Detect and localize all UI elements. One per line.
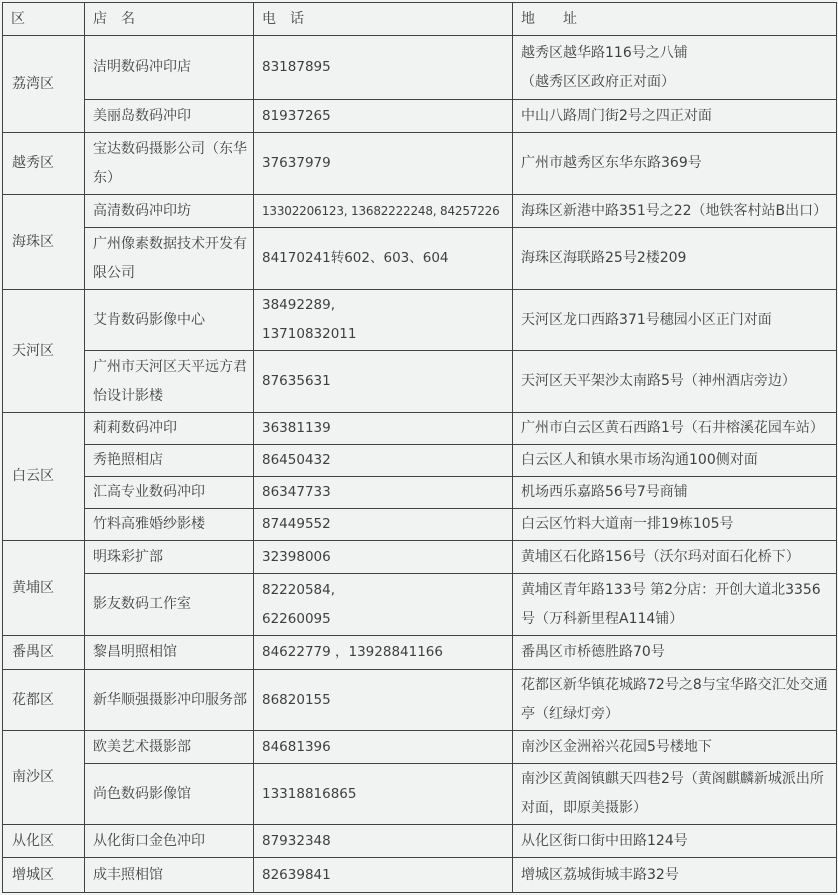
phone-cell xyxy=(254,509,513,541)
phone-cell xyxy=(254,541,513,574)
store-name: 秀艳照相店 xyxy=(93,452,163,468)
phone-cell xyxy=(254,636,513,670)
store-cell xyxy=(85,100,254,133)
table-row xyxy=(3,858,837,893)
phone-number: 82220584, xyxy=(262,581,336,598)
address-cell xyxy=(513,825,837,858)
address-cell xyxy=(513,731,837,764)
address-line: 天河区龙口西路371号穗园小区正门对面 xyxy=(521,311,772,328)
phone-cell xyxy=(254,100,513,133)
district-cell: 南沙区 xyxy=(3,731,85,825)
store-cell xyxy=(85,195,254,228)
store-cell xyxy=(85,670,254,731)
header-phone-cell: 电 话 xyxy=(254,3,513,36)
phone-cell xyxy=(254,228,513,290)
address-line: 白云区竹料大道南一排19栋105号 xyxy=(521,516,734,532)
store-cell xyxy=(85,541,254,574)
store-cell xyxy=(85,36,254,100)
store-name: 竹料高雅婚纱影楼 xyxy=(93,516,205,532)
table-row xyxy=(3,290,837,351)
phone-number: 86450432 xyxy=(262,452,331,468)
store-name: 新华顺强摄影冲印服务部 xyxy=(93,691,247,708)
store-name: 汇高专业数码冲印 xyxy=(93,484,205,500)
store-cell xyxy=(85,574,254,636)
store-name: 宝达数码摄影公司（东华东） xyxy=(93,140,247,186)
address-cell xyxy=(513,100,837,133)
store-name: 洁明数码冲印店 xyxy=(93,59,191,75)
phone-number: 36381139 xyxy=(262,420,331,436)
table-row xyxy=(3,228,837,290)
address-cell xyxy=(513,228,837,290)
phone-number: 87449552 xyxy=(262,516,331,532)
address-cell xyxy=(513,541,837,574)
store-name: 明珠彩扩部 xyxy=(93,548,163,565)
phone-number: 86347733 xyxy=(262,484,331,500)
district-cell: 番禺区 xyxy=(3,636,85,670)
district-cell: 白云区 xyxy=(3,413,85,541)
phone-cell xyxy=(254,825,513,858)
phone-cell xyxy=(254,413,513,445)
store-cell xyxy=(85,858,254,893)
phone-cell xyxy=(254,764,513,825)
table-row xyxy=(3,413,837,445)
table-row xyxy=(3,36,837,100)
address-line: （越秀区区政府正对面） xyxy=(521,73,675,90)
store-name: 尚色数码影像馆 xyxy=(93,785,191,802)
district-cell: 越秀区 xyxy=(3,133,85,195)
address-line: 海珠区新港中路351号之22（地铁客村站B出口） xyxy=(521,202,828,219)
phone-number: 38492289, xyxy=(262,297,336,313)
address-line: 番禺区市桥德胜路70号 xyxy=(521,644,665,660)
phone-cell xyxy=(254,574,513,636)
phone-number: 13710832011 xyxy=(262,326,357,342)
address-line: 花都区新华镇花城路72号之8与宝华路交汇处交通亭（红绿灯旁） xyxy=(521,677,828,722)
phone-number: 87635631 xyxy=(262,373,331,389)
address-line: 南沙区金洲裕兴花园5号楼地下 xyxy=(521,738,712,755)
address-cell xyxy=(513,509,837,541)
store-name: 艾肯数码影像中心 xyxy=(93,311,205,328)
address-cell xyxy=(513,195,837,228)
phone-number: 84622779 ，13928841166 xyxy=(262,644,443,660)
table-row xyxy=(3,541,837,574)
address-cell xyxy=(513,477,837,509)
address-line: 中山八路周门街2号之四正对面 xyxy=(521,107,712,124)
store-cell xyxy=(85,636,254,670)
phone-cell xyxy=(254,195,513,228)
district-cell: 黄埔区 xyxy=(3,541,85,636)
store-cell xyxy=(85,477,254,509)
table-row xyxy=(3,509,837,541)
address-line: 白云区人和镇水果市场沟通100侧对面 xyxy=(521,452,758,468)
store-cell xyxy=(85,731,254,764)
district-cell: 从化区 xyxy=(3,825,85,858)
address-line: 增城区荔城街城丰路32号 xyxy=(521,866,679,883)
district-cell: 花都区 xyxy=(3,670,85,731)
store-directory-table xyxy=(2,2,837,893)
address-line: 黄埔区青年路133号 第2分店：开创大道北3356号（万科新里程A114铺） xyxy=(521,581,821,627)
header-store-cell: 店 名 xyxy=(85,3,254,36)
address-cell xyxy=(513,764,837,825)
address-cell xyxy=(513,36,837,100)
store-cell xyxy=(85,509,254,541)
store-name: 欧美艺术摄影部 xyxy=(93,738,191,755)
phone-cell xyxy=(254,290,513,351)
address-cell xyxy=(513,290,837,351)
address-line: 海珠区海联路25号2楼209 xyxy=(521,250,687,266)
district-cell: 增城区 xyxy=(3,858,85,893)
store-name: 莉莉数码冲印 xyxy=(93,420,177,436)
phone-cell xyxy=(254,670,513,731)
table-row xyxy=(3,636,837,670)
header-district-cell: 区 xyxy=(3,3,85,36)
table-row xyxy=(3,825,837,858)
store-cell xyxy=(85,413,254,445)
store-name: 美丽岛数码冲印 xyxy=(93,107,191,124)
phone-cell xyxy=(254,477,513,509)
district-cell: 天河区 xyxy=(3,290,85,413)
address-line: 越秀区越华路116号之八铺 xyxy=(521,44,688,61)
phone-number: 83187895 xyxy=(262,59,331,75)
store-name: 广州市天河区天平远方君怡设计影楼 xyxy=(93,358,247,404)
address-line: 从化区街口街中田路124号 xyxy=(521,832,688,849)
table-row xyxy=(3,195,837,228)
header-address-cell: 地 址 xyxy=(513,3,837,36)
address-cell xyxy=(513,133,837,195)
phone-number: 32398006 xyxy=(262,548,331,565)
store-cell xyxy=(85,290,254,351)
phone-number: 13318816865 xyxy=(262,785,357,802)
table-row xyxy=(3,574,837,636)
address-cell xyxy=(513,858,837,893)
store-name: 成丰照相馆 xyxy=(93,866,163,883)
district-cell: 海珠区 xyxy=(3,195,85,290)
store-name: 广州像素数据技术开发有限公司 xyxy=(93,235,247,281)
phone-cell xyxy=(254,351,513,413)
address-line: 机场西乐嘉路56号7号商铺 xyxy=(521,484,688,500)
store-name: 从化街口金色冲印 xyxy=(93,832,205,849)
phone-number: 13302206123, 13682222248, 84257226 xyxy=(262,203,500,218)
table-row xyxy=(3,731,837,764)
address-line: 广州市白云区黄石西路1号（石井榕溪花园车站） xyxy=(521,420,824,436)
table-row xyxy=(3,133,837,195)
phone-cell xyxy=(254,445,513,477)
address-line: 天河区天平架沙太南路5号（神州酒店旁边） xyxy=(521,373,796,389)
address-cell xyxy=(513,413,837,445)
address-cell xyxy=(513,351,837,413)
address-line: 广州市越秀区东华东路369号 xyxy=(521,155,702,171)
table-row xyxy=(3,670,837,731)
address-cell xyxy=(513,670,837,731)
phone-number: 84681396 xyxy=(262,738,331,755)
store-cell xyxy=(85,445,254,477)
store-cell xyxy=(85,228,254,290)
store-name: 影友数码工作室 xyxy=(93,596,191,612)
table-row xyxy=(3,445,837,477)
phone-number: 62260095 xyxy=(262,610,331,627)
table-row xyxy=(3,351,837,413)
phone-number: 81937265 xyxy=(262,107,331,124)
header-row xyxy=(3,3,837,36)
phone-number: 87932348 xyxy=(262,832,331,849)
store-name: 黎昌明照相馆 xyxy=(93,644,177,660)
phone-number: 82639841 xyxy=(262,866,331,883)
address-line: 黄埔区石化路156号（沃尔玛对面石化桥下） xyxy=(521,548,800,565)
phone-cell xyxy=(254,36,513,100)
address-cell xyxy=(513,636,837,670)
phone-number: 37637979 xyxy=(262,155,331,171)
table-row xyxy=(3,100,837,133)
address-line: 南沙区黄阁镇麒天四巷2号（黄阁麒麟新城派出所对面，即原美摄影） xyxy=(521,771,824,816)
store-cell xyxy=(85,825,254,858)
table-row xyxy=(3,477,837,509)
phone-number: 86820155 xyxy=(262,691,331,708)
store-cell xyxy=(85,133,254,195)
phone-number: 84170241转602、603、604 xyxy=(262,250,449,266)
phone-cell xyxy=(254,133,513,195)
table-row xyxy=(3,764,837,825)
district-cell: 荔湾区 xyxy=(3,36,85,133)
phone-cell xyxy=(254,858,513,893)
store-cell xyxy=(85,351,254,413)
store-name: 高清数码冲印坊 xyxy=(93,202,191,219)
store-cell xyxy=(85,764,254,825)
address-cell xyxy=(513,574,837,636)
address-cell xyxy=(513,445,837,477)
phone-cell xyxy=(254,731,513,764)
